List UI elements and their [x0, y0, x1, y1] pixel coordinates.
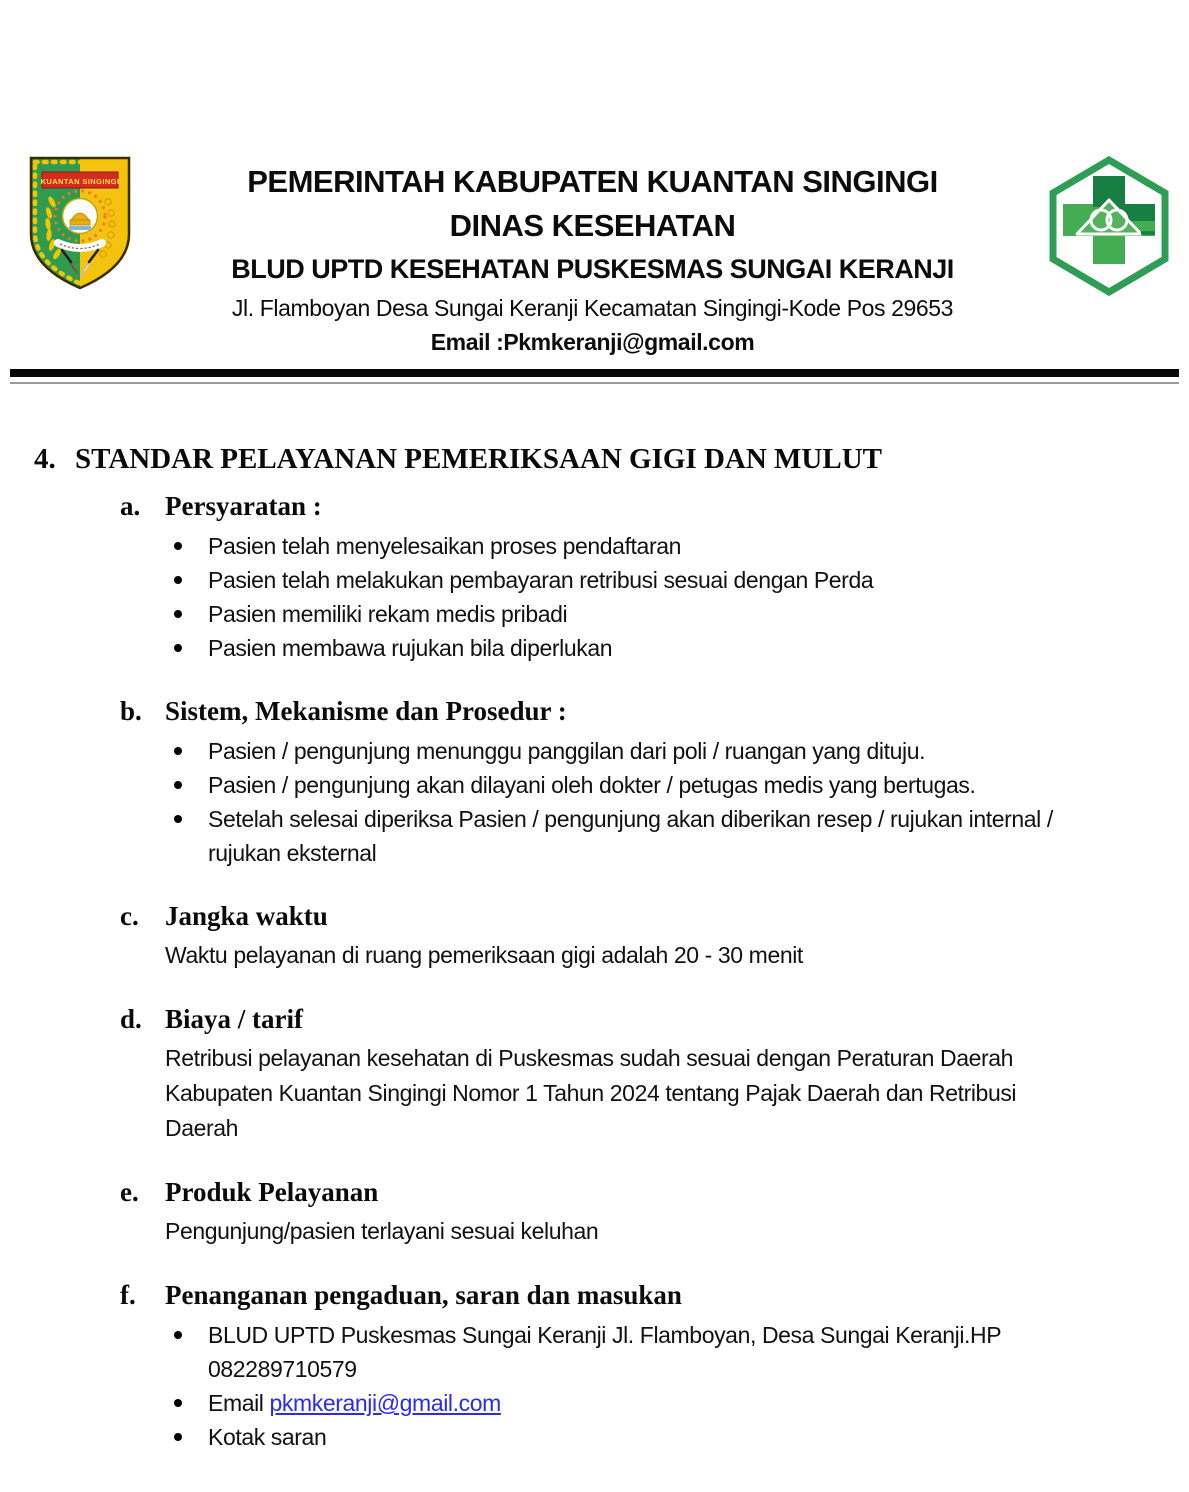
item-letter: a.	[120, 491, 141, 521]
letterhead-email: Email :Pkmkeranji@gmail.com	[430, 329, 755, 355]
email-label: Email	[208, 1390, 270, 1416]
bullet-text: Pasien / pengunjung akan dilayani oleh dokter / petugas medis yang bertugas.	[208, 772, 976, 798]
bullet-item	[172, 631, 1189, 665]
header-rule-thin	[10, 382, 1179, 384]
bullet-list	[172, 734, 1189, 870]
item-letter: c.	[120, 901, 139, 931]
bullet-text: Pasien telah melakukan pembayaran retribusi sesuai dengan Perda	[208, 567, 874, 593]
bullet-dot-icon	[172, 631, 208, 665]
subsection-e	[0, 1174, 1189, 1249]
crest-banner-text: KUANTAN SINGINGI	[40, 177, 120, 186]
item-letter: f.	[120, 1280, 136, 1310]
bullet-dot-icon	[172, 563, 208, 597]
crest-icon	[22, 150, 138, 293]
bullet-item	[172, 563, 1189, 597]
bullet-text: Pasien / pengunjung menunggu panggilan dari poli / ruangan yang dituju.	[208, 738, 926, 764]
bullet-dot-icon	[172, 1420, 208, 1454]
item-body: Waktu pelayanan di ruang pemeriksaan gigi adalah 20 - 30 menit	[165, 942, 803, 968]
section-title: STANDAR PELAYANAN PEMERIKSAAN GIGI DAN MULUT	[75, 443, 882, 475]
bullet-item	[172, 734, 1189, 768]
bullet-dot-icon	[172, 1318, 208, 1386]
item-body: Retribusi pelayanan kesehatan di Puskesmas sudah sesuai dengan Peraturan Daerah Kabupaten Kuantan Singingi Nomor 1 Tahun 2024 tentang Pajak Daerah dan Retribusi Daerah	[165, 1045, 1017, 1141]
letterhead-government: PEMERINTAH KABUPATEN KUANTAN SINGINGI	[247, 164, 938, 199]
email-link[interactable]: pkmkeranji@gmail.com	[269, 1390, 501, 1416]
bullet-item	[172, 1386, 1189, 1420]
bullet-text	[208, 1386, 501, 1420]
header-rule-thick	[10, 369, 1179, 377]
bullet-text: Kotak saran	[208, 1424, 327, 1450]
bullet-list	[172, 1318, 1189, 1454]
bullet-text: BLUD UPTD Puskesmas Sungai Keranji Jl. Flamboyan, Desa Sungai Keranji.HP 082289710579	[208, 1322, 1001, 1382]
bullet-dot-icon	[172, 597, 208, 631]
item-letter: e.	[120, 1177, 139, 1207]
item-body: Pengunjung/pasien terlayani sesuai keluhan	[165, 1218, 599, 1244]
letterhead	[0, 0, 1189, 359]
section-number: 4.	[34, 443, 56, 475]
subsection-heading-row	[120, 1174, 1189, 1210]
bullet-text: Pasien telah menyelesaikan proses pendaftaran	[208, 533, 681, 559]
item-heading: Persyaratan :	[165, 491, 322, 521]
kuantan-singingi-crest-logo	[22, 150, 138, 298]
section-title-row	[34, 440, 1189, 478]
bullet-text: Setelah selesai diperiksa Pasien / pengunjung akan diberikan resep / rujukan internal / rujukan eksternal	[208, 806, 1053, 866]
item-letter: b.	[120, 696, 142, 726]
bullet-dot-icon	[172, 734, 208, 768]
subsection-heading-row	[120, 898, 1189, 934]
bullet-list	[172, 529, 1189, 665]
item-heading: Produk Pelayanan	[165, 1177, 379, 1207]
document-body	[0, 440, 1189, 1454]
bullet-item	[172, 802, 1189, 870]
bullet-dot-icon	[172, 1386, 208, 1420]
subsection-f	[0, 1277, 1189, 1454]
puskesmas-logo	[1047, 156, 1171, 301]
subsection-a	[0, 488, 1189, 665]
subsection-heading-row	[120, 488, 1189, 524]
subsection-d	[0, 1001, 1189, 1146]
subsection-heading-row	[120, 1277, 1189, 1313]
item-heading: Sistem, Mekanisme dan Prosedur :	[165, 696, 567, 726]
letterhead-organization: BLUD UPTD KESEHATAN PUSKESMAS SUNGAI KERANJI	[231, 254, 954, 284]
bullet-item	[172, 768, 1189, 802]
item-heading: Jangka waktu	[165, 901, 328, 931]
bullet-dot-icon	[172, 768, 208, 802]
letterhead-text	[138, 150, 1047, 359]
bullet-item	[172, 597, 1189, 631]
letterhead-address: Jl. Flamboyan Desa Sungai Keranji Kecamatan Singingi-Kode Pos 29653	[231, 295, 954, 321]
item-letter: d.	[120, 1004, 142, 1034]
puskesmas-icon	[1047, 156, 1171, 296]
bullet-item	[172, 1318, 1189, 1386]
bullet-text: Pasien membawa rujukan bila diperlukan	[208, 635, 613, 661]
letterhead-department: DINAS KESEHATAN	[449, 208, 736, 243]
bullet-dot-icon	[172, 529, 208, 563]
subsection-c	[0, 898, 1189, 973]
item-heading: Penanganan pengaduan, saran dan masukan	[165, 1280, 682, 1310]
bullet-item	[172, 529, 1189, 563]
bullet-text: Pasien memiliki rekam medis pribadi	[208, 601, 568, 627]
bullet-item	[172, 1420, 1189, 1454]
subsection-heading-row	[120, 1001, 1189, 1037]
subsection-b	[0, 693, 1189, 870]
subsection-heading-row	[120, 693, 1189, 729]
item-heading: Biaya / tarif	[165, 1004, 303, 1034]
bullet-dot-icon	[172, 802, 208, 870]
